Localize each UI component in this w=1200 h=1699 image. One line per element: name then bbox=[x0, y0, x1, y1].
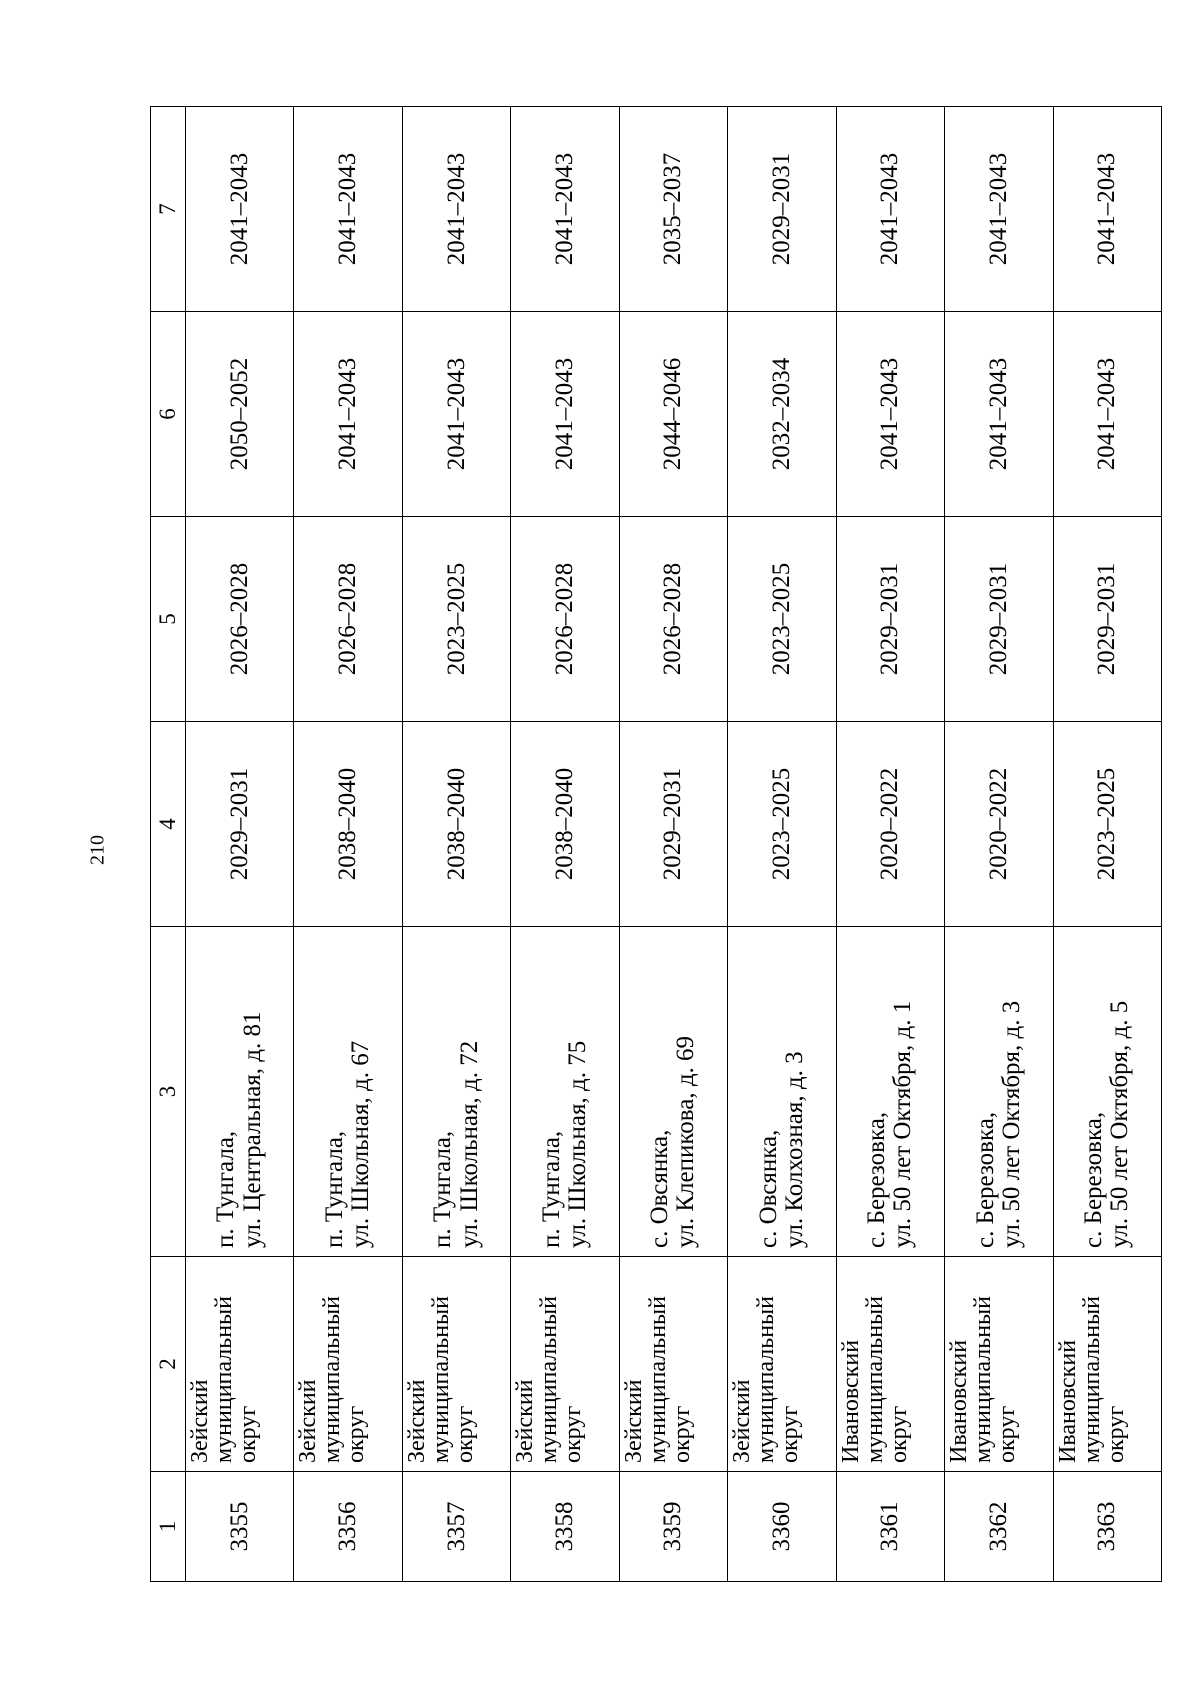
district-cell bbox=[728, 1257, 836, 1472]
period-cell-c4: 2020–2022 bbox=[836, 722, 944, 927]
period-cell-c7: 2041–2043 bbox=[402, 107, 510, 312]
district-line: муниципальный bbox=[644, 1295, 671, 1463]
period-cell-c6: 2041–2043 bbox=[294, 312, 402, 517]
district-line: округ bbox=[343, 1405, 370, 1463]
period-cell-c5: 2029–2031 bbox=[945, 517, 1053, 722]
district-line: Ивановский bbox=[1054, 1339, 1081, 1463]
district-cell bbox=[1053, 1257, 1162, 1472]
address-line: ул. Клепикова, д. 69 bbox=[672, 1035, 700, 1248]
period-cell-c7: 2041–2043 bbox=[511, 107, 619, 312]
district-cell bbox=[511, 1257, 619, 1472]
period-cell-c6: 2041–2043 bbox=[836, 312, 944, 517]
district-line: Зейский bbox=[187, 1379, 213, 1463]
table-row bbox=[728, 107, 836, 1582]
row-number-cell: 3359 bbox=[619, 1472, 727, 1582]
district-line: Ивановский bbox=[837, 1339, 864, 1463]
period-cell-c4: 2029–2031 bbox=[186, 722, 294, 927]
table-row bbox=[402, 107, 510, 1582]
row-number-cell: 3355 bbox=[186, 1472, 294, 1582]
column-header: 1 bbox=[151, 1472, 186, 1582]
address-line: с. Березовка, bbox=[863, 1111, 891, 1248]
address-cell bbox=[728, 927, 836, 1257]
district-cell bbox=[402, 1257, 510, 1472]
schedule-table-container bbox=[150, 107, 1162, 1582]
district-cell bbox=[945, 1257, 1053, 1472]
period-cell-c7: 2041–2043 bbox=[1053, 107, 1162, 312]
column-header: 3 bbox=[151, 927, 186, 1257]
page-number: 210 bbox=[86, 835, 109, 865]
period-cell-c7: 2035–2037 bbox=[619, 107, 727, 312]
district-line: муниципальный bbox=[861, 1295, 888, 1463]
district-line: округ bbox=[235, 1405, 261, 1463]
period-cell-c7: 2041–2043 bbox=[836, 107, 944, 312]
period-cell-c6: 2050–2052 bbox=[186, 312, 294, 517]
row-number-cell: 3356 bbox=[294, 1472, 402, 1582]
period-cell-c7: 2029–2031 bbox=[728, 107, 836, 312]
period-cell-c5: 2029–2031 bbox=[836, 517, 944, 722]
schedule-table bbox=[150, 106, 1162, 1582]
district-line: Зейский bbox=[512, 1379, 539, 1463]
column-header: 2 bbox=[151, 1257, 186, 1472]
table-row bbox=[294, 107, 402, 1582]
district-line: Зейский bbox=[620, 1379, 647, 1463]
address-line: ул. Колхозная, д. 3 bbox=[780, 1051, 808, 1248]
period-cell-c5: 2023–2025 bbox=[402, 517, 510, 722]
address-line: ул. Школьная, д. 72 bbox=[455, 1040, 483, 1248]
district-cell bbox=[294, 1257, 402, 1472]
period-cell-c4: 2038–2040 bbox=[511, 722, 619, 927]
column-header: 6 bbox=[151, 312, 186, 517]
address-cell bbox=[1053, 927, 1162, 1257]
address-line: ул. Школьная, д. 75 bbox=[564, 1040, 592, 1248]
address-cell bbox=[945, 927, 1053, 1257]
period-cell-c4: 2020–2022 bbox=[945, 722, 1053, 927]
district-cell bbox=[836, 1257, 944, 1472]
address-cell bbox=[511, 927, 619, 1257]
address-line: с. Березовка, bbox=[1080, 1111, 1107, 1248]
period-cell-c7: 2041–2043 bbox=[186, 107, 294, 312]
address-line: п. Тунгала, bbox=[212, 1130, 240, 1248]
period-cell-c4: 2038–2040 bbox=[402, 722, 510, 927]
address-cell bbox=[294, 927, 402, 1257]
address-line: с. Овсянка, bbox=[646, 1129, 674, 1248]
period-cell-c4: 2038–2040 bbox=[294, 722, 402, 927]
district-line: муниципальный bbox=[536, 1295, 563, 1463]
district-line: округ bbox=[451, 1405, 478, 1463]
period-cell-c4: 2023–2025 bbox=[1053, 722, 1162, 927]
table-body bbox=[186, 107, 1162, 1582]
district-line: округ bbox=[885, 1405, 912, 1463]
period-cell-c6: 2032–2034 bbox=[728, 312, 836, 517]
row-number-cell: 3361 bbox=[836, 1472, 944, 1582]
district-line: округ bbox=[560, 1405, 587, 1463]
address-line: с. Березовка, bbox=[971, 1111, 999, 1248]
district-line: муниципальный bbox=[1078, 1295, 1105, 1463]
table-row bbox=[945, 107, 1053, 1582]
row-number-cell: 3357 bbox=[402, 1472, 510, 1582]
column-header: 7 bbox=[151, 107, 186, 312]
period-cell-c6: 2041–2043 bbox=[511, 312, 619, 517]
period-cell-c5: 2026–2028 bbox=[186, 517, 294, 722]
period-cell-c6: 2041–2043 bbox=[945, 312, 1053, 517]
district-line: муниципальный bbox=[970, 1295, 997, 1463]
period-cell-c4: 2029–2031 bbox=[619, 722, 727, 927]
district-cell bbox=[186, 1257, 294, 1472]
row-number-cell: 3360 bbox=[728, 1472, 836, 1582]
table-row bbox=[1053, 107, 1162, 1582]
address-line: ул. 50 лет Октября, д. 3 bbox=[997, 1000, 1025, 1248]
address-cell bbox=[836, 927, 944, 1257]
period-cell-c5: 2026–2028 bbox=[294, 517, 402, 722]
period-cell-c7: 2041–2043 bbox=[294, 107, 402, 312]
table-row bbox=[836, 107, 944, 1582]
period-cell-c7: 2041–2043 bbox=[945, 107, 1053, 312]
period-cell-c4: 2023–2025 bbox=[728, 722, 836, 927]
district-line: Зейский bbox=[295, 1379, 322, 1463]
column-header: 4 bbox=[151, 722, 186, 927]
period-cell-c6: 2041–2043 bbox=[1053, 312, 1162, 517]
period-cell-c5: 2026–2028 bbox=[619, 517, 727, 722]
table-row bbox=[511, 107, 619, 1582]
address-line: ул. 50 лет Октября, д. 5 bbox=[1106, 1000, 1134, 1248]
table-row bbox=[186, 107, 294, 1582]
district-line: округ bbox=[1102, 1405, 1129, 1463]
district-line: муниципальный bbox=[319, 1295, 346, 1463]
district-line: муниципальный bbox=[427, 1295, 454, 1463]
district-line: округ bbox=[777, 1405, 804, 1463]
district-line: муниципальный bbox=[211, 1295, 237, 1463]
column-header: 5 bbox=[151, 517, 186, 722]
period-cell-c5: 2023–2025 bbox=[728, 517, 836, 722]
district-line: округ bbox=[994, 1405, 1021, 1463]
address-cell bbox=[619, 927, 727, 1257]
address-line: ул. Центральная, д. 81 bbox=[238, 1011, 266, 1248]
address-line: п. Тунгала, bbox=[320, 1130, 348, 1248]
district-line: муниципальный bbox=[753, 1295, 780, 1463]
row-number-cell: 3358 bbox=[511, 1472, 619, 1582]
address-line: ул. Школьная, д. 67 bbox=[347, 1040, 375, 1248]
address-line: п. Тунгала, bbox=[537, 1130, 565, 1248]
row-number-cell: 3362 bbox=[945, 1472, 1053, 1582]
address-line: ул. 50 лет Октября, д. 1 bbox=[889, 1000, 917, 1248]
period-cell-c6: 2041–2043 bbox=[402, 312, 510, 517]
period-cell-c5: 2026–2028 bbox=[511, 517, 619, 722]
table-header-row bbox=[151, 107, 186, 1582]
period-cell-c5: 2029–2031 bbox=[1053, 517, 1162, 722]
district-line: Зейский bbox=[403, 1379, 430, 1463]
table-row bbox=[619, 107, 727, 1582]
district-line: Ивановский bbox=[946, 1339, 973, 1463]
row-number-cell: 3363 bbox=[1053, 1472, 1162, 1582]
district-line: Зейский bbox=[729, 1379, 756, 1463]
district-line: округ bbox=[668, 1405, 695, 1463]
address-cell bbox=[402, 927, 510, 1257]
period-cell-c6: 2044–2046 bbox=[619, 312, 727, 517]
address-line: п. Тунгала, bbox=[429, 1130, 457, 1248]
address-line: с. Овсянка, bbox=[754, 1129, 782, 1248]
address-cell bbox=[186, 927, 294, 1257]
district-cell bbox=[619, 1257, 727, 1472]
